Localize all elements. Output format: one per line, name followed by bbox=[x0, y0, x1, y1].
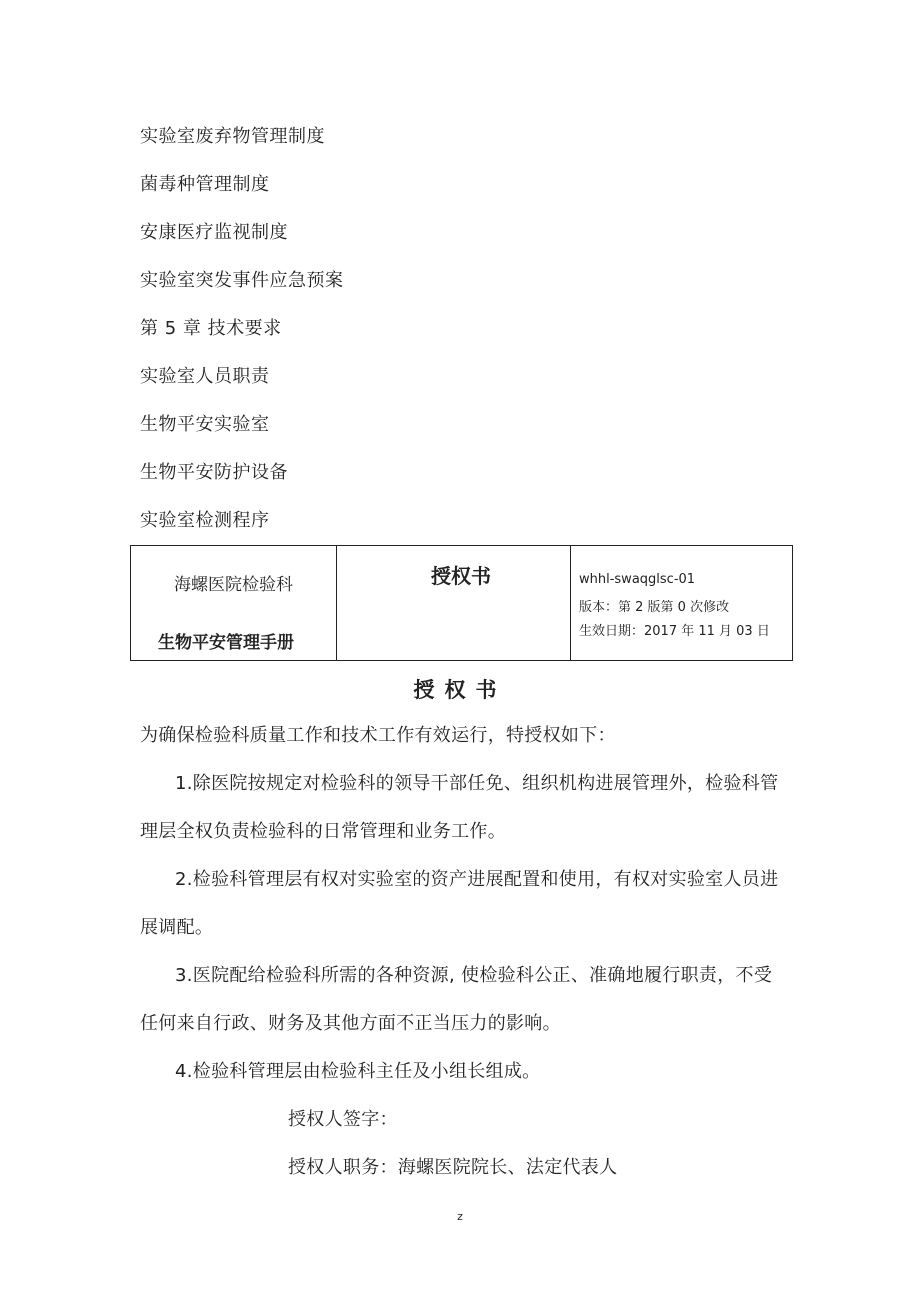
clause-1-line-1: 1.除医院按规定对检验科的领导干部任免、组织机构进展管理外，检验科管 bbox=[175, 773, 779, 794]
toc-item-waste-management: 实验室废弃物管理制度 bbox=[140, 126, 325, 147]
header-divider-right bbox=[570, 546, 571, 660]
clause-4: 4.检验科管理层由检验科主任及小组长组成。 bbox=[175, 1061, 541, 1082]
clause-3-line-1: 3.医院配给检验科所需的各种资源, 使检验科公正、准确地履行职责，不受 bbox=[175, 965, 773, 986]
header-title: 授权书 bbox=[431, 564, 491, 588]
clause-1-line-2: 理层全权负责检验科的日常管理和业务工作。 bbox=[140, 821, 506, 842]
clause-2-line-2: 展调配。 bbox=[140, 917, 214, 938]
document-header-table bbox=[130, 545, 793, 661]
page-footer-mark: z bbox=[457, 1210, 463, 1223]
authorizer-position: 授权人职务：海螺医院院长、法定代表人 bbox=[288, 1157, 618, 1178]
header-org-name: 海螺医院检验科 bbox=[174, 575, 293, 595]
toc-item-chapter-5: 第 5 章 技术要求 bbox=[140, 318, 282, 339]
toc-item-biosafety-lab: 生物平安实验室 bbox=[140, 414, 270, 435]
signature-label: 授权人签字： bbox=[288, 1109, 398, 1130]
header-doc-code: whhl-swaqglsc-01 bbox=[579, 572, 696, 587]
clause-2-line-1: 2.检验科管理层有权对实验室的资产进展配置和使用，有权对实验室人员进 bbox=[175, 869, 779, 890]
authorization-title: 授权书 bbox=[413, 678, 507, 702]
header-manual-name: 生物平安管理手册 bbox=[158, 633, 294, 653]
header-effective-date: 生效日期：2017 年 11 月 03 日 bbox=[579, 624, 770, 639]
toc-item-staff-duties: 实验室人员职责 bbox=[140, 366, 270, 387]
intro-paragraph: 为确保检验科质量工作和技术工作有效运行，特授权如下： bbox=[140, 725, 616, 746]
toc-item-health-supervision: 安康医疗监视制度 bbox=[140, 222, 288, 243]
toc-item-testing-procedure: 实验室检测程序 bbox=[140, 510, 270, 531]
toc-item-protective-equipment: 生物平安防护设备 bbox=[140, 462, 288, 483]
header-version: 版本：第 2 版第 0 次修改 bbox=[579, 600, 730, 615]
toc-item-emergency-plan: 实验室突发事件应急预案 bbox=[140, 270, 344, 291]
toc-item-strain-management: 菌毒种管理制度 bbox=[140, 174, 270, 195]
header-divider-left bbox=[336, 546, 337, 660]
clause-3-line-2: 任何来自行政、财务及其他方面不正当压力的影响。 bbox=[140, 1013, 561, 1034]
